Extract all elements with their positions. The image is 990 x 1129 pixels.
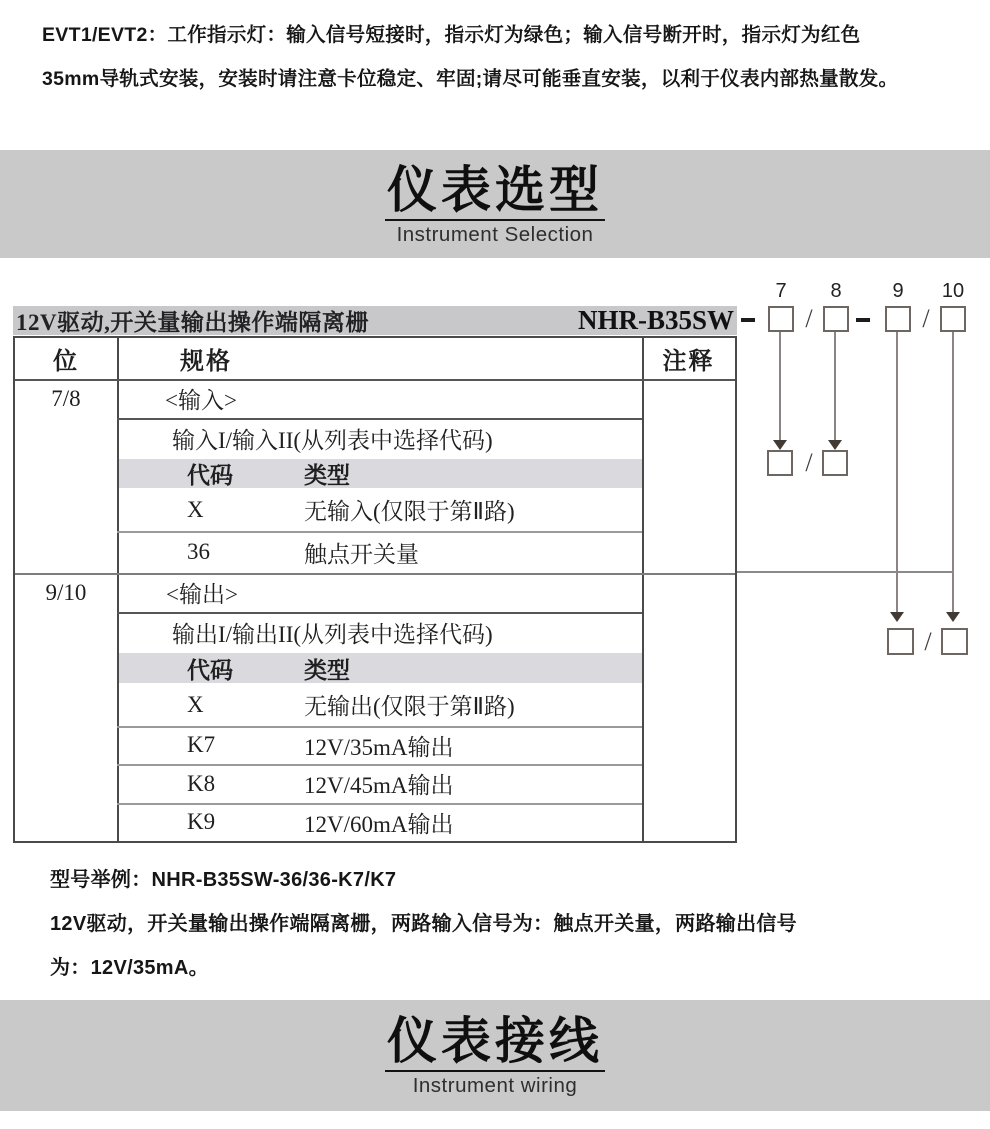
code-box-9: [885, 306, 911, 332]
code-header-label: 代码: [187, 463, 233, 488]
input2-code-box: [822, 450, 848, 476]
position-label-910: 9/10: [45, 579, 87, 605]
arrow-line-10: [952, 332, 954, 612]
table-row: [119, 726, 642, 764]
code-box-8: [823, 306, 849, 332]
input-section-subtitle: 输入I/输入II(从列表中选择代码): [172, 428, 493, 453]
code-value: K9: [187, 809, 216, 834]
digit-label-8: 8: [830, 280, 842, 302]
wiring-banner-title: 仪表接线: [385, 1013, 605, 1072]
output-section-title: <输出>: [166, 582, 238, 607]
type-value: 无输出(仅限于第Ⅱ路): [304, 694, 515, 719]
output-code-header-row: [119, 653, 642, 683]
input-section-title: <输入>: [165, 388, 237, 413]
type-header-label: 类型: [304, 657, 350, 683]
input-code-header-row: [119, 459, 642, 488]
slash-separator: /: [922, 304, 930, 333]
table-row: [119, 683, 642, 726]
dash-separator: [741, 318, 755, 322]
selection-table: [13, 336, 737, 843]
model-code: NHR-B35SW: [577, 305, 734, 335]
position-label-78: 7/8: [51, 385, 81, 411]
arrow-line-9: [896, 332, 898, 612]
wiring-banner-subtitle: Instrument wiring: [412, 1074, 578, 1097]
model-example: [50, 858, 950, 990]
digit-label-9: 9: [892, 280, 904, 302]
slash-separator: /: [805, 448, 813, 477]
table-row: [119, 764, 642, 803]
arrow-head-9: [890, 612, 904, 622]
code-value: K7: [187, 732, 216, 757]
arrow-head-7: [773, 440, 787, 450]
section-divider-extension: [737, 571, 954, 573]
output1-code-box: [887, 628, 914, 655]
selection-banner: [0, 150, 990, 258]
type-value: 12V/35mA输出: [304, 734, 454, 760]
table-row: [119, 488, 642, 531]
example-line-2: 12V驱动，开关量输出操作端隔离栅，两路输入信号为：触点开关量，两路输出信号: [50, 913, 797, 935]
arrow-line-8: [834, 332, 836, 440]
table-row: [119, 803, 642, 841]
code-header-label: 代码: [187, 657, 233, 683]
code-value: X: [187, 496, 204, 522]
dash-separator: [856, 318, 870, 322]
intro-line-2: 35mm导轨式安装，安装时请注意卡位稳定、牢固;请尽可能垂直安装，以利于仪表内部热量散发。: [42, 68, 899, 90]
example-line-3: 为：12V/35mA。: [50, 957, 209, 979]
code-value: 36: [187, 539, 210, 564]
example-line-1: 型号举例：NHR-B35SW-36/36-K7/K7: [50, 869, 397, 891]
output-section-subtitle: 输出I/输出II(从列表中选择代码): [172, 622, 493, 647]
type-value: 12V/60mA输出: [304, 811, 454, 837]
model-description: 12V驱动,开关量输出操作端隔离栅: [16, 310, 369, 335]
type-header-label: 类型: [304, 463, 350, 488]
selection-banner-subtitle: Instrument Selection: [396, 222, 594, 246]
slash-separator: /: [805, 304, 813, 333]
model-header-bar: [13, 306, 737, 335]
code-box-10: [940, 306, 966, 332]
col-header-spec: 规格: [180, 349, 232, 375]
type-value: 触点开关量: [304, 541, 419, 567]
intro-line-1: EVT1/EVT2：工作指示灯：输入信号短接时，指示灯为绿色；输入信号断开时，指示灯为红色: [42, 24, 861, 46]
selection-banner-title: 仪表选型: [385, 162, 605, 221]
arrow-head-10: [946, 612, 960, 622]
col-header-position: 位: [53, 349, 79, 375]
code-value: X: [187, 691, 204, 717]
arrow-line-7: [779, 332, 781, 440]
digit-label-10: 10: [941, 280, 965, 302]
table-row: [119, 531, 642, 573]
arrow-head-8: [828, 440, 842, 450]
code-value: K8: [187, 770, 216, 796]
col-header-note: 注释: [662, 349, 715, 375]
input1-code-box: [767, 450, 793, 476]
slash-separator: /: [924, 627, 932, 656]
digit-label-7: 7: [775, 280, 787, 302]
table-column-divider: [642, 338, 644, 841]
wiring-banner: [0, 1000, 990, 1111]
type-value: 12V/45mA输出: [304, 773, 454, 798]
intro-paragraph: [42, 13, 962, 101]
output2-code-box: [941, 628, 968, 655]
type-value: 无输入(仅限于第Ⅱ路): [304, 499, 515, 524]
code-box-7: [768, 306, 794, 332]
